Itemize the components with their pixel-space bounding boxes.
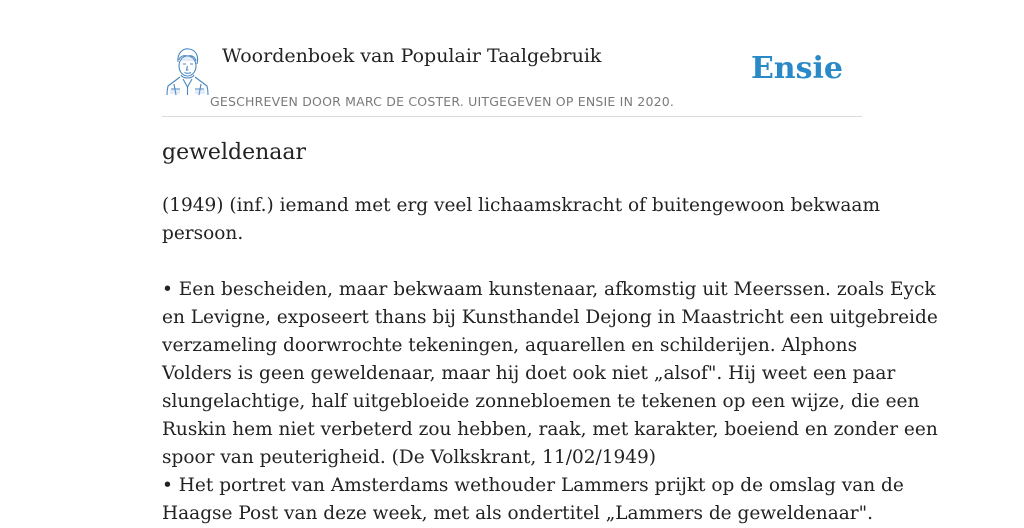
example-line: spoor van peuterigheid. (De Volkskrant, 11/02/1949) bbox=[162, 447, 657, 468]
example-line: • Het portret van Amsterdams wethouder Lammers prijkt op de omslag van de bbox=[162, 475, 904, 496]
example-line: Ruskin hem niet verbeterd zou hebben, raak, met karakter, boeiend en zonder een bbox=[162, 419, 938, 440]
example-line: • Een bescheiden, maar bekwaam kunstenaar, afkomstig uit Meerssen. zoals Eyck bbox=[162, 279, 936, 300]
example-line: Volders is geen geweldenaar, maar hij doet ook niet „alsof". Hij weet een paar bbox=[162, 363, 896, 384]
example-quote-2 bbox=[162, 472, 904, 528]
example-line: Haagse Post van deze week, met als ondertitel „Lammers de geweldenaar". bbox=[162, 503, 874, 524]
example-line: verzameling doorwrochte tekeningen, aquarellen en schilderijen. Alphons bbox=[162, 335, 858, 356]
definition-line: persoon. bbox=[162, 223, 244, 244]
book-title: Woordenboek van Populair Taalgebruik bbox=[222, 45, 602, 67]
author-portrait-icon bbox=[164, 46, 210, 96]
site-header bbox=[162, 40, 862, 117]
definition-line: (1949) (inf.) iemand met erg veel lichaamskracht of buitengewoon bekwaam bbox=[162, 195, 881, 216]
paragraph-gap bbox=[162, 248, 868, 276]
example-line: slungelachtige, half uitgebloeide zonnebloemen te tekenen op een wijze, die een bbox=[162, 391, 920, 412]
ensie-logo-link[interactable]: Ensie bbox=[750, 51, 843, 86]
entry-headword: geweldenaar bbox=[162, 140, 307, 165]
example-quote-1 bbox=[162, 276, 938, 472]
example-line: en Levigne, exposeert thans bij Kunsthandel Dejong in Maastricht een uitgebreide bbox=[162, 307, 938, 328]
byline: GESCHREVEN DOOR MARC DE COSTER. UITGEGEVEN OP ENSIE IN 2020. bbox=[210, 94, 675, 109]
entry-body bbox=[162, 192, 938, 528]
definition bbox=[162, 192, 881, 248]
